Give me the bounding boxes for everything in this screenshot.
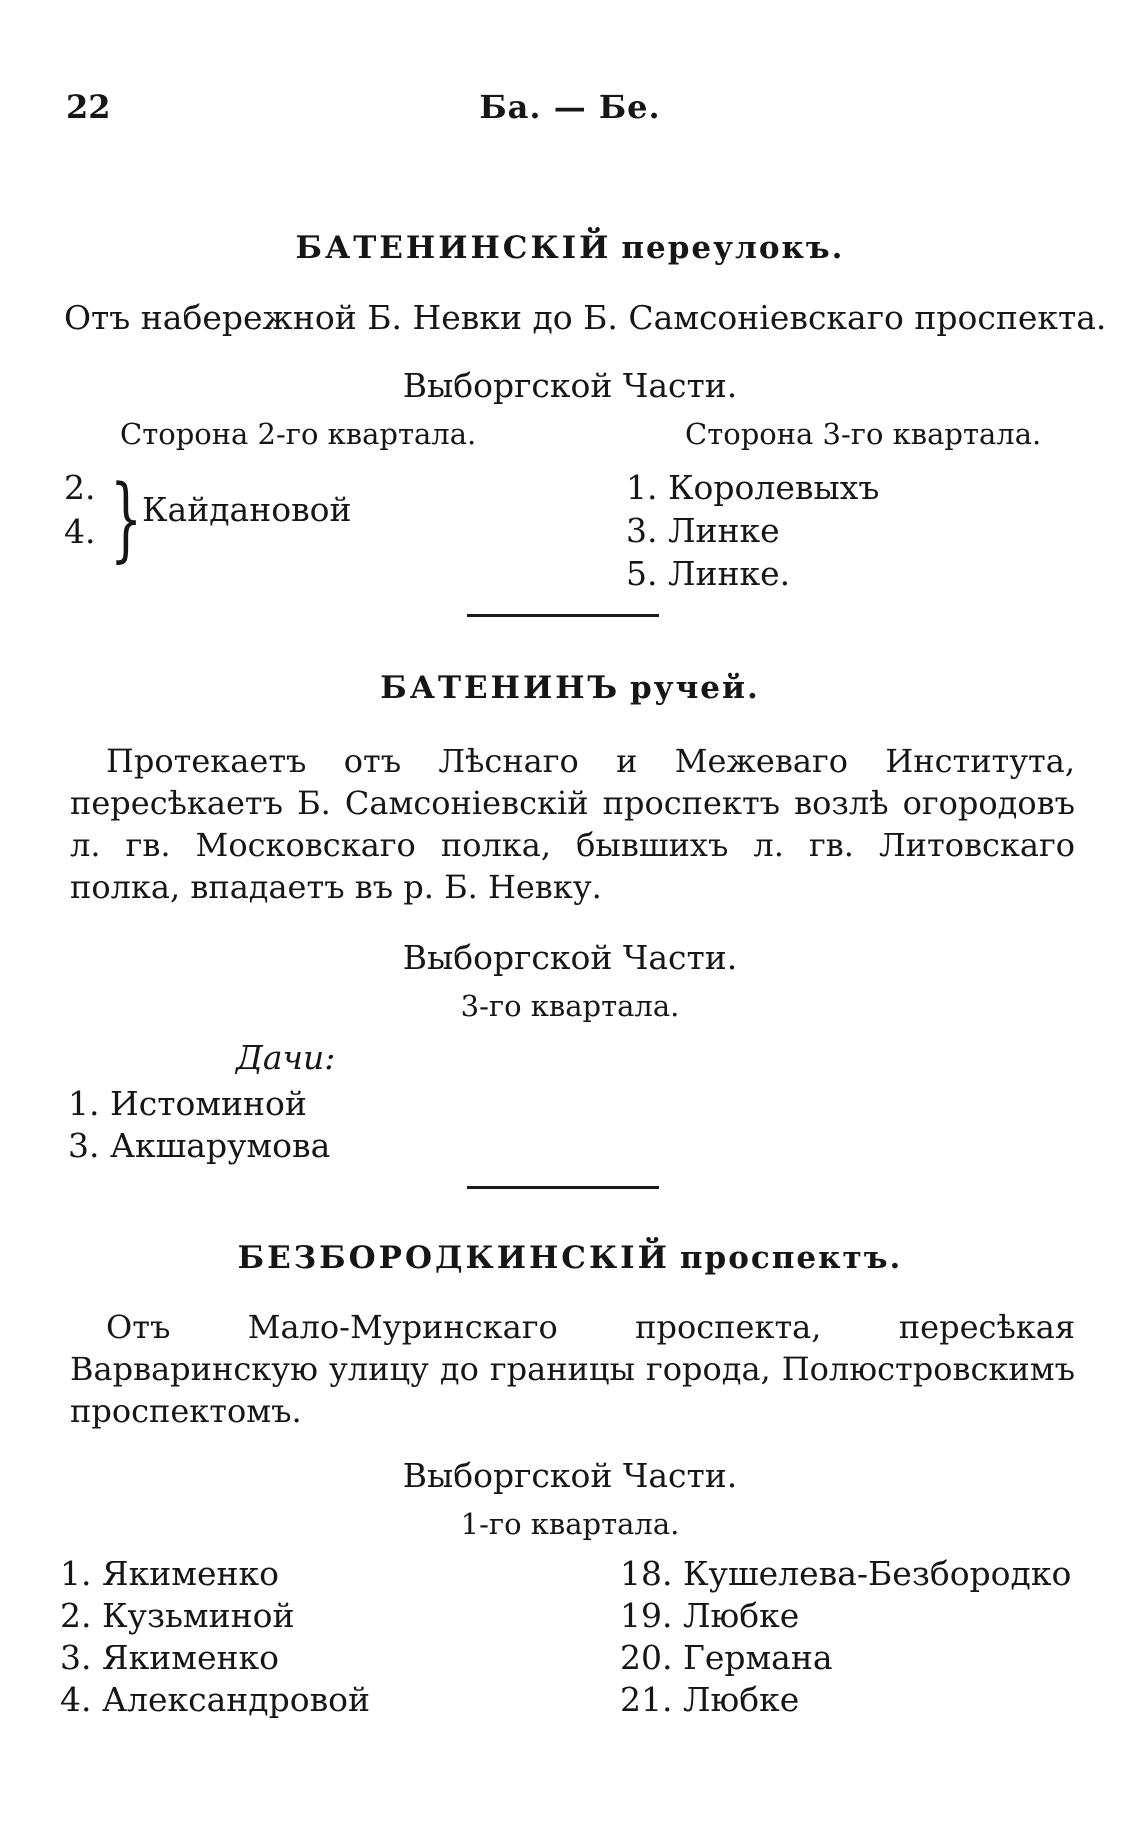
owner-name: Кайдановой	[142, 490, 352, 529]
section-divider	[467, 1186, 659, 1189]
district-label: Выборгской Части.	[402, 366, 738, 405]
list-item: 4. Александровой	[60, 1680, 371, 1719]
section-title-batenin-stream	[0, 666, 1140, 710]
list-item: 1. Якименко	[60, 1554, 279, 1593]
section-description: Протекаетъ отъ Лѣснаго и Межеваго Института, пересѣкаетъ Б. Самсоніевскій проспектъ возлѣ огородовъ л. гв. Московскаго полка, бывшихъ л. гв. Литовскаго полка, впадаетъ въ р. Б. Невку.	[70, 742, 1075, 906]
section-title-name: БЕЗБОРОДКИНСКІЙ	[237, 1240, 670, 1276]
right-side-label: Сторона 3-го квартала.	[685, 417, 1042, 451]
subheading-dachas: Дачи:	[236, 1038, 336, 1077]
section-title-kind: проспектъ.	[679, 1240, 903, 1276]
section-title-batenin-lane	[0, 226, 1140, 270]
district-label: Выборгской Части.	[402, 938, 738, 977]
left-side-label: Сторона 2-го квартала.	[120, 417, 477, 451]
house-number: 2.	[64, 468, 96, 507]
section-title-kind: переулокъ.	[621, 230, 845, 266]
list-item: 20. Германа	[620, 1638, 833, 1677]
list-item: 5. Линке.	[626, 554, 791, 593]
quarter-label: 1-го квартала.	[460, 1507, 680, 1541]
list-item: 2. Кузьминой	[60, 1596, 295, 1635]
list-item: 1. Истоминой	[68, 1084, 307, 1123]
section-title-kind: ручей.	[630, 670, 760, 706]
running-head: Ба. — Бе.	[479, 88, 661, 126]
district-label: Выборгской Части.	[402, 1456, 738, 1495]
list-item: 19. Любке	[620, 1596, 800, 1635]
section-description: Отъ Мало-Муринскаго проспекта, пересѣкая Варваринскую улицу до границы города, Полюстровскимъ проспектомъ.	[70, 1308, 1075, 1430]
page-number: 22	[66, 88, 111, 126]
section-title-name: БАТЕНИНСКІЙ	[295, 230, 612, 266]
house-number: 4.	[64, 512, 96, 551]
list-item: 3. Линке	[626, 511, 780, 550]
quarter-label: 3-го квартала.	[460, 989, 680, 1023]
list-item: 21. Любке	[620, 1680, 800, 1719]
list-item: 3. Якименко	[60, 1638, 279, 1677]
section-description: Отъ набережной Б. Невки до Б. Самсоніевскаго проспекта.	[64, 298, 1107, 337]
section-divider	[467, 614, 659, 617]
list-item: 1. Королевыхъ	[626, 468, 880, 507]
list-item: 18. Кушелева-Безбородко	[620, 1554, 1072, 1593]
section-title-bezborodko-prospect	[0, 1236, 1140, 1280]
list-item: 3. Акшарумова	[68, 1126, 331, 1165]
section-title-name: БАТЕНИНЪ	[380, 670, 621, 706]
brace-icon: }	[110, 465, 143, 572]
